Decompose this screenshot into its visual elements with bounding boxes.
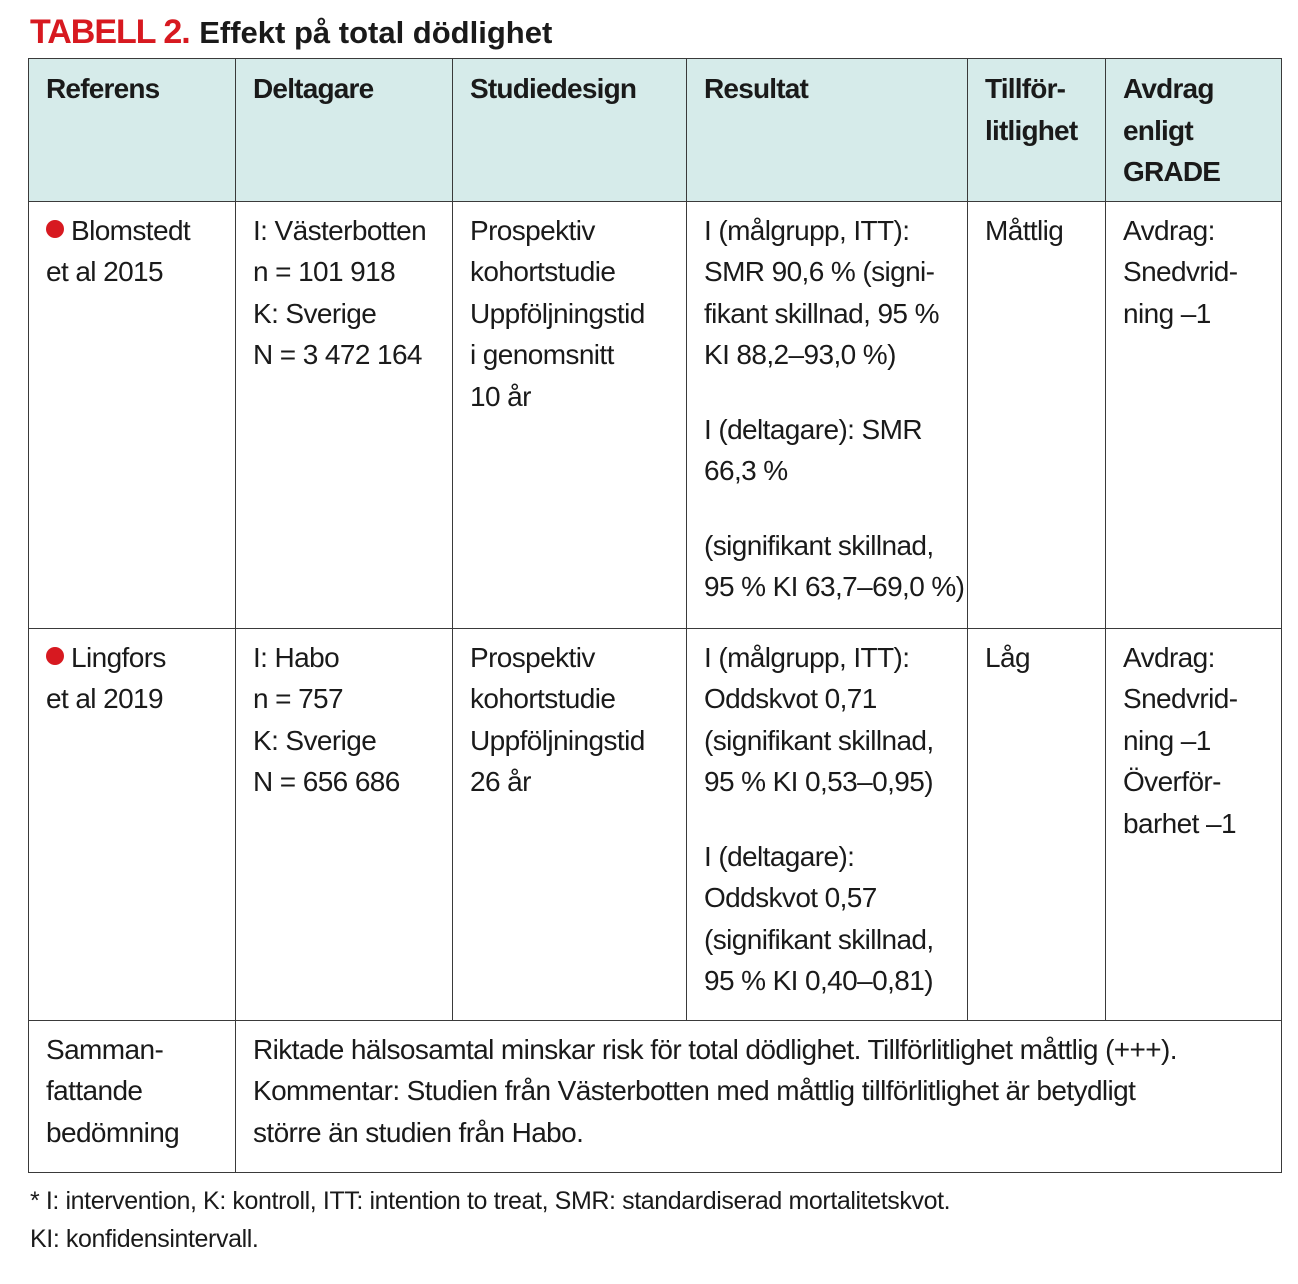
cell-referens: Lingfors et al 2019	[29, 628, 236, 1020]
cell-avdrag: Avdrag: Snedvrid- ning –1	[1106, 201, 1282, 628]
results-table	[28, 58, 1282, 1173]
table-heading: Effekt på total dödlighet	[199, 15, 553, 50]
cell-referens: Blomstedt et al 2015	[29, 201, 236, 628]
result-block: I (deltagare): SMR 66,3 %	[704, 413, 922, 486]
cell-studiedesign: Prospektiv kohortstudie Uppföljningstid 26 år	[453, 628, 687, 1020]
header-avdrag: Avdrag enligt GRADE	[1106, 59, 1282, 202]
header-studiedesign: Studiedesign	[453, 59, 687, 202]
header-deltagare: Deltagare	[236, 59, 453, 202]
table-row	[29, 201, 1282, 628]
result-block: (signifikant skillnad, 95 % KI 63,7–69,0 %)	[704, 529, 965, 602]
cell-tillforlitlighet: Låg	[968, 628, 1106, 1020]
table-row	[29, 628, 1282, 1020]
cell-studiedesign: Prospektiv kohortstudie Uppföljningstid i genomsnitt 10 år	[453, 201, 687, 628]
summary-label: Samman- fattande bedömning	[29, 1020, 236, 1172]
footnote: * I: intervention, K: kontroll, ITT: intention to treat, SMR: standardiserad mortalitetskvot. KI: konfidensintervall.	[30, 1187, 951, 1253]
table-number: TABELL 2.	[30, 13, 190, 51]
cell-deltagare: I: Västerbotten n = 101 918 K: Sverige N = 3 472 164	[236, 201, 453, 628]
cell-resultat	[687, 201, 968, 628]
header-referens: Referens	[29, 59, 236, 202]
table-title	[30, 8, 552, 57]
cell-deltagare: I: Habo n = 757 K: Sverige N = 656 686	[236, 628, 453, 1020]
header-tillforlitlighet: Tillför- litlighet	[968, 59, 1106, 202]
header-row	[29, 59, 1282, 202]
summary-text: Riktade hälsosamtal minskar risk för total dödlighet. Tillförlitlighet måttlig (+++). Kommentar: Studien från Västerbotten med måttlig tillförlitlighet är betydligt större än studien från Habo.	[236, 1020, 1282, 1172]
summary-row	[29, 1020, 1282, 1172]
header-resultat: Resultat	[687, 59, 968, 202]
cell-avdrag: Avdrag: Snedvrid- ning –1 Överför- barhet –1	[1106, 628, 1282, 1020]
cell-tillforlitlighet: Måttlig	[968, 201, 1106, 628]
result-block: I (deltagare): Oddskvot 0,57 (signifikant skillnad, 95 % KI 0,40–0,81)	[704, 840, 934, 996]
red-bullet-icon	[46, 647, 64, 665]
cell-resultat	[687, 628, 968, 1020]
result-block: I (målgrupp, ITT): SMR 90,6 % (signi- fikant skillnad, 95 % KI 88,2–93,0 %)	[704, 214, 939, 370]
result-block: I (målgrupp, ITT): Oddskvot 0,71 (signifikant skillnad, 95 % KI 0,53–0,95)	[704, 641, 934, 797]
red-bullet-icon	[46, 220, 64, 238]
